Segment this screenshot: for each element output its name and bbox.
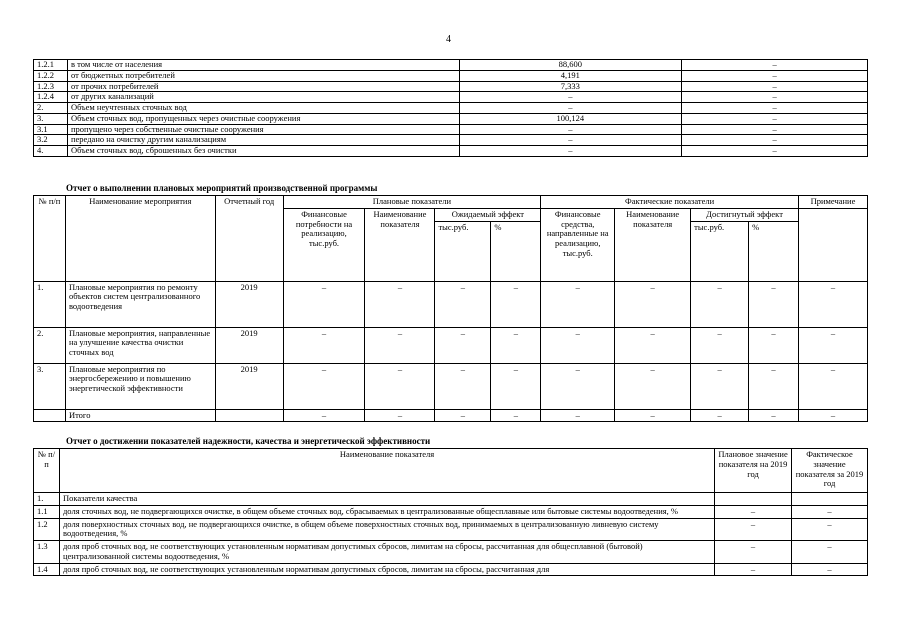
fact-value: – bbox=[682, 135, 868, 146]
value-cell: – bbox=[491, 327, 541, 363]
table-row bbox=[34, 146, 868, 157]
value-cell: – bbox=[435, 363, 491, 409]
row-number: 3.2 bbox=[34, 135, 68, 146]
table-row bbox=[34, 124, 868, 135]
total-row bbox=[34, 409, 868, 422]
plan-value: – bbox=[715, 505, 792, 518]
plan-value: – bbox=[459, 146, 682, 157]
value-cell: – bbox=[615, 363, 691, 409]
row-number: 1.2.4 bbox=[34, 92, 68, 103]
row-number: 2. bbox=[34, 327, 66, 363]
table-row bbox=[34, 518, 868, 541]
value-cell: – bbox=[615, 281, 691, 327]
row-number: 1.2.3 bbox=[34, 81, 68, 92]
total-value: – bbox=[283, 409, 365, 422]
table-row bbox=[34, 281, 868, 327]
row-number: 1.3 bbox=[34, 541, 60, 564]
fact-trub-header: тыс.руб. bbox=[691, 221, 749, 281]
fact-value: – bbox=[792, 541, 868, 564]
row-number: 1. bbox=[34, 281, 66, 327]
page-number: 4 bbox=[446, 34, 451, 45]
fact-value: – bbox=[682, 60, 868, 71]
indicators-report-title: Отчет о достижении показателей надежности, качества и энергетической эффективности bbox=[66, 436, 431, 446]
table-row bbox=[34, 135, 868, 146]
fact-value: – bbox=[792, 518, 868, 541]
total-value: – bbox=[615, 409, 691, 422]
table-row bbox=[34, 60, 868, 71]
indicator-name: доля проб сточных вод, не соответствующих установленным нормативам допустимых сбросов, лимитам на сбросы, рассчитанная для общесплавной (бытовой) централизованной системы водоотведения, % bbox=[59, 541, 714, 564]
plan-group-header: Плановые показатели bbox=[283, 196, 541, 209]
value-cell: – bbox=[365, 281, 435, 327]
value-cell: – bbox=[283, 327, 365, 363]
fact-effect-header: Достигнутый эффект bbox=[691, 208, 799, 221]
report-year: 2019 bbox=[215, 327, 283, 363]
fact-value: – bbox=[682, 113, 868, 124]
row-number: 1.2.1 bbox=[34, 60, 68, 71]
value-cell: – bbox=[691, 327, 749, 363]
value-cell: – bbox=[541, 327, 615, 363]
plan-value: 4,191 bbox=[459, 70, 682, 81]
value-cell: – bbox=[491, 281, 541, 327]
fact-value: – bbox=[792, 563, 868, 576]
note-empty-cell bbox=[798, 208, 867, 281]
row-number: 1.2 bbox=[34, 518, 60, 541]
row-number: 3. bbox=[34, 113, 68, 124]
col-year-header: Отчетный год bbox=[215, 196, 283, 282]
value-cell: – bbox=[365, 363, 435, 409]
value-cell: – bbox=[283, 363, 365, 409]
note-header: Примечание bbox=[798, 196, 867, 209]
total-value: – bbox=[365, 409, 435, 422]
value-cell: – bbox=[798, 363, 867, 409]
value-cell: – bbox=[365, 327, 435, 363]
plan-value: 100,124 bbox=[459, 113, 682, 124]
plan-value: – bbox=[715, 541, 792, 564]
table-row bbox=[34, 103, 868, 114]
fact-value: – bbox=[682, 124, 868, 135]
row-number: 1.4 bbox=[34, 563, 60, 576]
fact-value: – bbox=[682, 81, 868, 92]
activity-name: Плановые мероприятия по энергосбережению и повышению энергетической эффективности bbox=[65, 363, 215, 409]
activities-report-title: Отчет о выполнении плановых мероприятий производственной программы bbox=[66, 183, 378, 193]
value-cell: – bbox=[691, 363, 749, 409]
report-year: 2019 bbox=[215, 281, 283, 327]
value-cell: – bbox=[615, 327, 691, 363]
table-row bbox=[34, 563, 868, 576]
value-cell: – bbox=[798, 281, 867, 327]
empty-cell bbox=[215, 409, 283, 422]
empty-cell bbox=[34, 409, 66, 422]
row-label: в том числе от населения bbox=[67, 60, 459, 71]
plan-value: 88,600 bbox=[459, 60, 682, 71]
col-plan-header: Плановое значение показателя на 2019 год bbox=[715, 449, 792, 493]
activities-report-table bbox=[33, 195, 868, 422]
total-value: – bbox=[691, 409, 749, 422]
plan-trub-header: тыс.руб. bbox=[435, 221, 491, 281]
col-indicator-header: Наименование показателя bbox=[59, 449, 714, 493]
col-num-header: № п/п bbox=[34, 196, 66, 282]
row-number: 3.1 bbox=[34, 124, 68, 135]
table-row bbox=[34, 493, 868, 506]
plan-fin-header: Финансовые потребности на реализацию, тыс.руб. bbox=[283, 208, 365, 281]
value-cell: – bbox=[283, 281, 365, 327]
row-label: Объем сточных вод, сброшенных без очистки bbox=[67, 146, 459, 157]
col-fact-header: Фактическое значение показателя за 2019 год bbox=[792, 449, 868, 493]
row-label: пропущено через собственные очистные сооружения bbox=[67, 124, 459, 135]
fact-value: – bbox=[792, 505, 868, 518]
plan-value bbox=[715, 493, 792, 506]
indicator-name: доля проб сточных вод, не соответствующих установленным нормативам допустимых сбросов, лимитам на сбросы, рассчитанная для bbox=[59, 563, 714, 576]
row-label: передано на очистку другим канализациям bbox=[67, 135, 459, 146]
value-cell: – bbox=[435, 327, 491, 363]
fact-value: – bbox=[682, 103, 868, 114]
activity-name: Плановые мероприятия по ремонту объектов систем централизованного водоотведения bbox=[65, 281, 215, 327]
plan-value: – bbox=[459, 135, 682, 146]
table-row bbox=[34, 92, 868, 103]
plan-value: – bbox=[459, 124, 682, 135]
table-row bbox=[34, 363, 868, 409]
value-cell: – bbox=[749, 327, 799, 363]
row-label: Объем неучтенных сточных вод bbox=[67, 103, 459, 114]
total-value: – bbox=[798, 409, 867, 422]
value-cell: – bbox=[435, 281, 491, 327]
row-number: 2. bbox=[34, 103, 68, 114]
fact-value: – bbox=[682, 70, 868, 81]
row-number: 4. bbox=[34, 146, 68, 157]
plan-value: 7,333 bbox=[459, 81, 682, 92]
total-label: Итого bbox=[65, 409, 215, 422]
report-year: 2019 bbox=[215, 363, 283, 409]
fact-value: – bbox=[682, 146, 868, 157]
plan-value: – bbox=[459, 92, 682, 103]
row-number: 1.2.2 bbox=[34, 70, 68, 81]
row-label: от бюджетных потребителей bbox=[67, 70, 459, 81]
indicator-name: доля поверхностных сточных вод, не подвергающихся очистке, в общем объеме поверхностных сточных вод, принимаемых в централизованную ливневую систему водоотведения, % bbox=[59, 518, 714, 541]
fact-value: – bbox=[682, 92, 868, 103]
value-cell: – bbox=[691, 281, 749, 327]
row-label: Объем сточных вод, пропущенных через очистные сооружения bbox=[67, 113, 459, 124]
plan-value: – bbox=[715, 563, 792, 576]
fact-group-header: Фактические показатели bbox=[541, 196, 799, 209]
total-value: – bbox=[435, 409, 491, 422]
wastewater-volume-table bbox=[33, 59, 868, 157]
value-cell: – bbox=[749, 363, 799, 409]
table-row bbox=[34, 505, 868, 518]
col-num-header: № п/п bbox=[34, 449, 60, 493]
table-row bbox=[34, 70, 868, 81]
table-row bbox=[34, 327, 868, 363]
table-row bbox=[34, 541, 868, 564]
row-number: 1.1 bbox=[34, 505, 60, 518]
fact-ind-header: Наименование показателя bbox=[615, 208, 691, 281]
value-cell: – bbox=[491, 363, 541, 409]
plan-value: – bbox=[715, 518, 792, 541]
plan-ind-header: Наименование показателя bbox=[365, 208, 435, 281]
value-cell: – bbox=[541, 281, 615, 327]
value-cell: – bbox=[798, 327, 867, 363]
total-value: – bbox=[749, 409, 799, 422]
fact-pct-header: % bbox=[749, 221, 799, 281]
total-value: – bbox=[491, 409, 541, 422]
plan-value: – bbox=[459, 103, 682, 114]
row-label: от прочих потребителей bbox=[67, 81, 459, 92]
fact-value bbox=[792, 493, 868, 506]
row-label: от других канализаций bbox=[67, 92, 459, 103]
col-name-header: Наименование мероприятия bbox=[65, 196, 215, 282]
table-row bbox=[34, 81, 868, 92]
indicators-report-table bbox=[33, 448, 868, 576]
indicator-name: доля сточных вод, не подвергающихся очистке, в общем объеме сточных вод, сбрасываемых в централизованные общесплавные или бытовые системы водоотведения, % bbox=[59, 505, 714, 518]
table-row bbox=[34, 113, 868, 124]
row-number: 3. bbox=[34, 363, 66, 409]
value-cell: – bbox=[749, 281, 799, 327]
row-number: 1. bbox=[34, 493, 60, 506]
indicator-name: Показатели качества bbox=[59, 493, 714, 506]
plan-pct-header: % bbox=[491, 221, 541, 281]
plan-effect-header: Ожидаемый эффект bbox=[435, 208, 541, 221]
fact-fin-header: Финансовые средства, направленные на реализацию, тыс.руб. bbox=[541, 208, 615, 281]
total-value: – bbox=[541, 409, 615, 422]
activity-name: Плановые мероприятия, направленные на улучшение качества очистки сточных вод bbox=[65, 327, 215, 363]
value-cell: – bbox=[541, 363, 615, 409]
